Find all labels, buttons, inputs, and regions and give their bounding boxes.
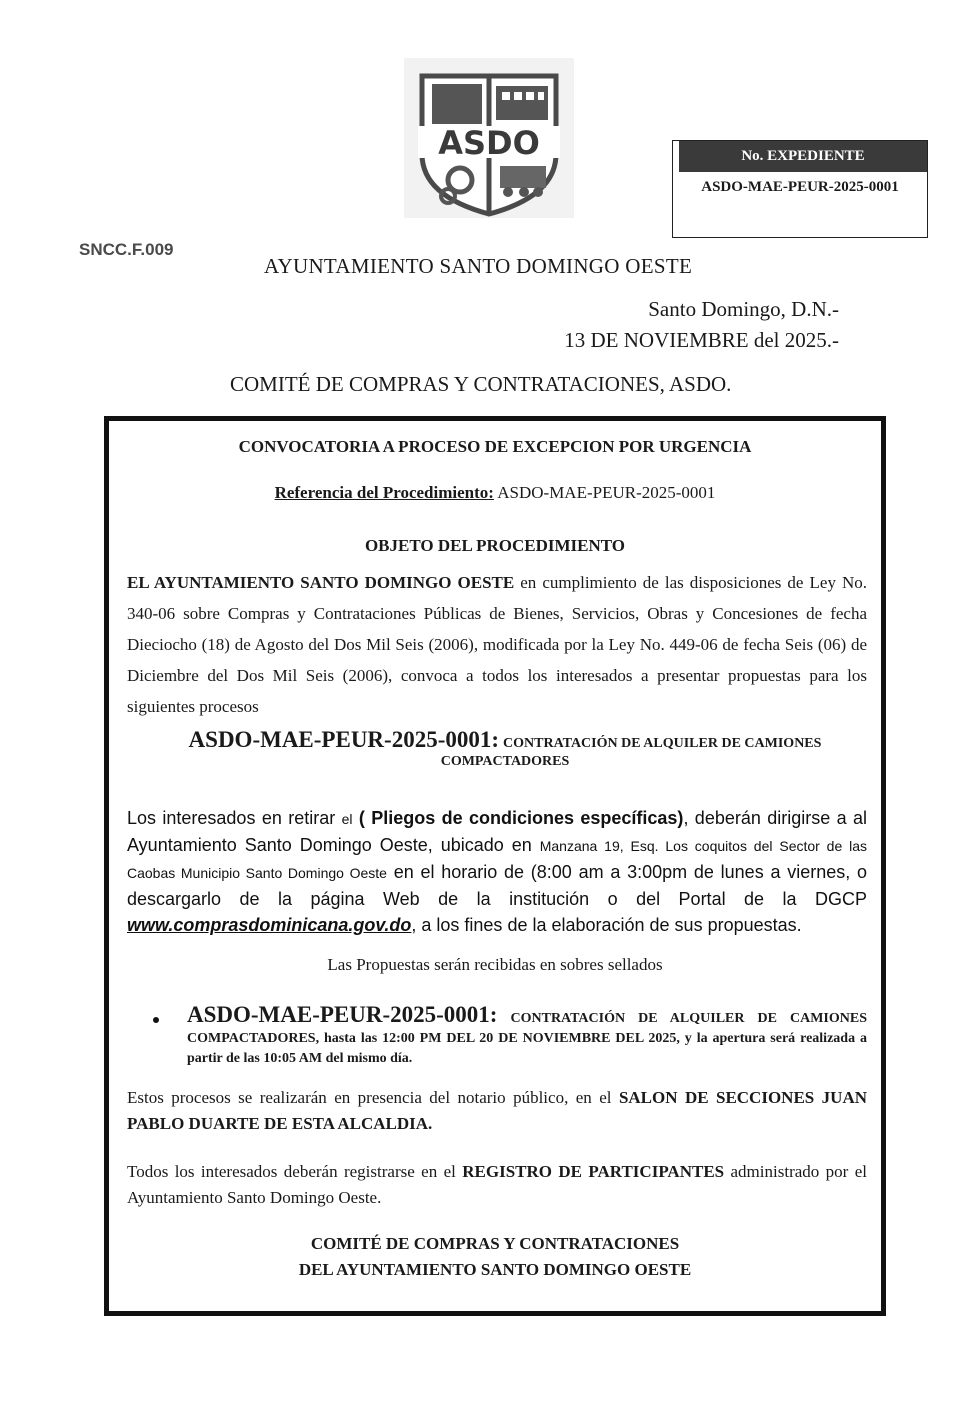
received-note: Las Propuestas serán recibidas en sobres sellados xyxy=(327,955,663,974)
object-lead: EL AYUNTAMIENTO SANTO DOMINGO OESTE xyxy=(127,573,515,592)
deadline-text xyxy=(187,1002,867,1069)
dgcp-portal-link[interactable]: www.comprasdominicana.gov.do xyxy=(127,915,412,935)
pickup-address: Manzana 19, Esq. Los coquitos del Sector de las Caobas Municipio Santo Domingo Oeste xyxy=(127,838,867,881)
process-heading xyxy=(169,727,841,770)
procedure-reference xyxy=(109,483,881,503)
pickup-paragraph xyxy=(127,805,867,938)
reference-label: Referencia del Procedimiento: xyxy=(274,483,494,502)
date: 13 DE NOVIEMBRE del 2025.- xyxy=(564,328,839,352)
process-code: ASDO-MAE-PEUR-2025-0001: xyxy=(188,727,500,752)
committee-header: COMITÉ DE COMPRAS Y CONTRATACIONES, ASDO. xyxy=(230,372,732,396)
call-title: CONVOCATORIA A PROCESO DE EXCEPCION POR URGENCIA xyxy=(238,437,752,456)
register-paragraph xyxy=(127,1159,867,1211)
notary-text: Estos procesos se realizarán en presencia del notario público, en el xyxy=(127,1088,619,1107)
object-paragraph xyxy=(127,567,867,722)
object-body: en cumplimiento de las disposiciones de Ley No. 340-06 sobre Compras y Contrataciones Públicas de Bienes, Servicios, Obras y Concesiones de fecha Dieciocho (18) de Agosto del Dos Mil Seis (2006), modificada por la Ley No. 449-06 de fecha Seis (06) de Diciembre del Dos Mil Seis (2006), convoca a todos los interesados a presentar propuestas para los siguientes procesos xyxy=(127,573,868,716)
deadline-details: CONTRATACIÓN DE ALQUILER DE CAMIONES COMPACTADORES, hasta las 12:00 PM DEL 20 DE NOVIEMBRE DEL 2025, y la apertura será realizada a partir de las 10:05 AM del mismo día. xyxy=(187,1011,867,1066)
organization-title: AYUNTAMIENTO SANTO DOMINGO OESTE xyxy=(264,254,693,278)
expediente-label: No. EXPEDIENTE xyxy=(679,141,927,172)
process-description: CONTRATACIÓN DE ALQUILER DE CAMIONES COMPACTADORES xyxy=(440,736,822,769)
form-code: SNCC.F.009 xyxy=(79,240,174,259)
asdo-logo xyxy=(404,58,574,218)
bullet-icon xyxy=(153,1017,159,1023)
notary-paragraph xyxy=(127,1085,867,1137)
place-date xyxy=(564,294,839,356)
signature-line-1: COMITÉ DE COMPRAS Y CONTRATACIONES xyxy=(310,1234,680,1253)
announcement-box xyxy=(104,416,886,1316)
signature-line-2: DEL AYUNTAMIENTO SANTO DOMINGO OESTE xyxy=(298,1260,692,1279)
pickup-text-6: en el horario de (8:00 am a 3:00pm de lunes a viernes, o descargarlo de la página Web de la institución o del Portal de la DGCP xyxy=(127,862,868,909)
expediente-value: ASDO-MAE-PEUR-2025-0001 xyxy=(701,179,899,195)
place: Santo Domingo, D.N.- xyxy=(648,297,839,321)
deadline-process-code: ASDO-MAE-PEUR-2025-0001: xyxy=(187,1002,498,1027)
register-text-2: administrado por el Ayuntamiento Santo Domingo Oeste. xyxy=(127,1162,867,1207)
reference-value: ASDO-MAE-PEUR-2025-0001 xyxy=(493,483,716,502)
pickup-text-4: , deberán dirigirse a al Ayuntamiento Santo Domingo Oeste, ubicado en xyxy=(127,808,868,855)
object-title: OBJETO DEL PROCEDIMIENTO xyxy=(364,536,626,555)
pickup-text-7: , a los fines de la elaboración de sus propuestas. xyxy=(411,915,802,935)
logo-text: ASDO xyxy=(438,124,540,162)
pickup-text-1: Los interesados en retirar xyxy=(127,808,342,828)
notary-location: SALON DE SECCIONES JUAN PABLO DUARTE DE ESTA ALCALDIA. xyxy=(127,1088,868,1133)
pickup-text-2: el xyxy=(341,811,353,827)
register-text-1: Todos los interesados deberán registrarse en el xyxy=(127,1162,463,1181)
expediente-box xyxy=(672,140,928,238)
signature-block xyxy=(109,1231,881,1283)
pickup-pliegos: ( Pliegos de condiciones específicas) xyxy=(352,808,684,828)
register-name: REGISTRO DE PARTICIPANTES xyxy=(462,1162,725,1181)
